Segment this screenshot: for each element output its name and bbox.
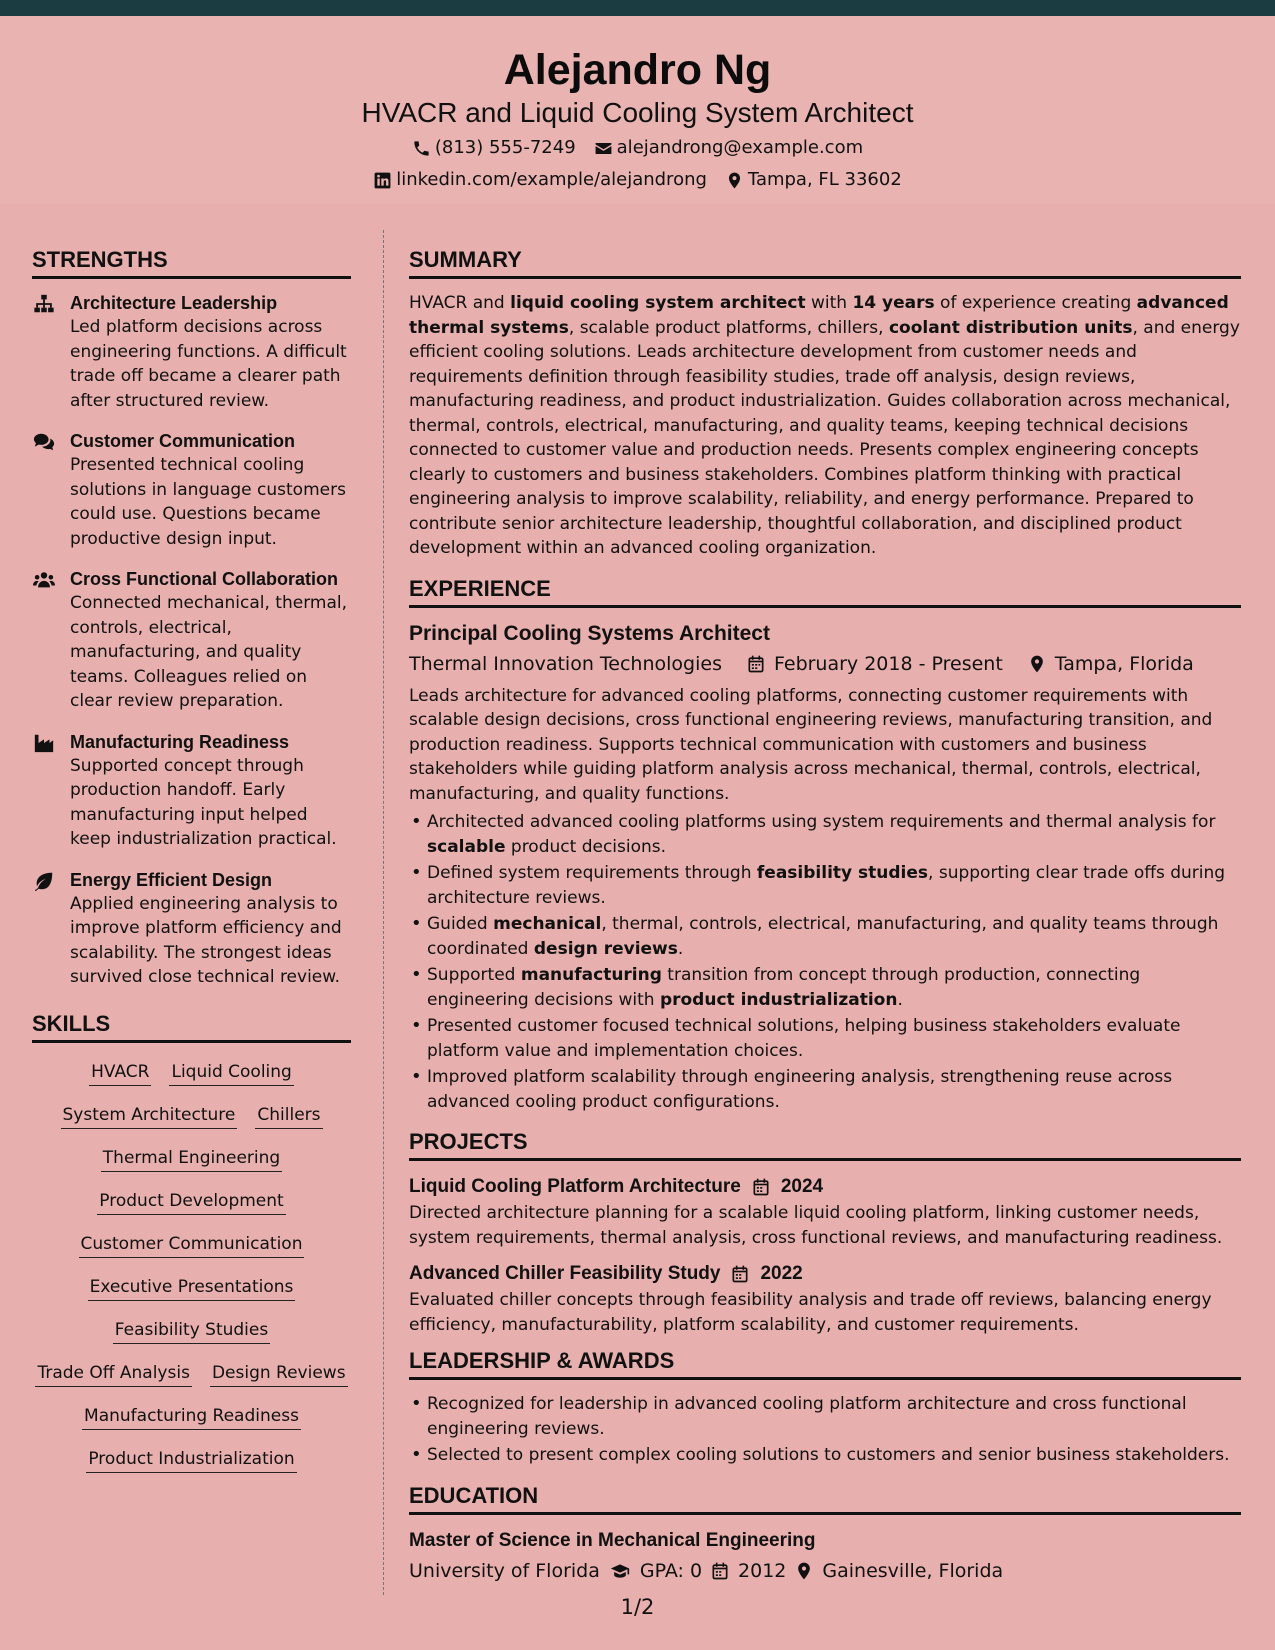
- project-item: [409, 1260, 1241, 1337]
- leadership-list: [409, 1392, 1241, 1468]
- skill-tag: Liquid Cooling: [169, 1061, 293, 1086]
- project-desc: Evaluated chiller concepts through feasibility analysis and trade off reviews, balancing energy efficiency, manufacturability, platform scalability, and customer requirements.: [409, 1290, 1212, 1335]
- project-year: 2022: [760, 1263, 803, 1284]
- resume-header: [0, 16, 1275, 204]
- linkedin-icon: [373, 171, 392, 190]
- skill-tag: Thermal Engineering: [101, 1147, 282, 1172]
- strength-title: Energy Efficient Design: [70, 869, 273, 890]
- strength-desc: Applied engineering analysis to improve platform efficiency and scalability. The strongest ideas survived close technical review.: [70, 893, 342, 987]
- linkedin-contact[interactable]: [373, 168, 707, 192]
- leadership-item: • Selected to present complex cooling solutions to customers and senior business stakeholders.: [409, 1443, 1241, 1468]
- graduation-cap-icon: [608, 1561, 632, 1581]
- strength-title: Manufacturing Readiness: [70, 731, 290, 752]
- job-location: Tampa, Florida: [1054, 652, 1194, 675]
- skill-row: [32, 1104, 351, 1129]
- strength-title: Cross Functional Collaboration: [70, 569, 339, 589]
- envelope-icon: [594, 139, 613, 158]
- project-title: Advanced Chiller Feasibility Study: [409, 1263, 721, 1284]
- skill-tag: Product Development: [97, 1190, 285, 1215]
- strength-desc: Connected mechanical, thermal, controls, electrical, manufacturing, and quality teams. Colleagues relied on clear review preparation.: [70, 593, 347, 711]
- right-column: [409, 246, 1241, 1591]
- company-name: Thermal Innovation Technologies: [409, 652, 722, 675]
- left-column: [32, 246, 351, 1491]
- industry-icon: [32, 730, 70, 852]
- experience-bullet: • Guided mechanical, thermal, controls, electrical, manufacturing, and quality teams through coordinated design reviews.: [409, 912, 1241, 961]
- top-accent-bar: [0, 0, 1275, 16]
- project-item: [409, 1173, 1241, 1250]
- candidate-title: HVACR and Liquid Cooling System Architect: [361, 97, 914, 128]
- phone-contact[interactable]: [412, 136, 576, 160]
- page-number: 1/2: [620, 1595, 655, 1619]
- skill-tag: Design Reviews: [210, 1362, 348, 1387]
- skills-list: [32, 1061, 351, 1473]
- skill-tag: HVACR: [89, 1061, 151, 1086]
- skill-row: [32, 1190, 351, 1215]
- projects-heading: PROJECTS: [409, 1128, 1241, 1161]
- skill-tag: Feasibility Studies: [113, 1319, 270, 1344]
- map-marker-icon: [725, 171, 744, 190]
- skill-row: [32, 1405, 351, 1430]
- strengths-list: [32, 291, 351, 990]
- map-marker-icon: [794, 1561, 814, 1581]
- education-heading: EDUCATION: [409, 1482, 1241, 1515]
- sitemap-icon: [32, 291, 70, 413]
- phone-icon: [412, 139, 431, 158]
- experience-bullet: • Improved platform scalability through engineering analysis, strengthening reuse across advanced cooling product configurations.: [409, 1065, 1241, 1114]
- contact-row-2: [0, 168, 1275, 192]
- projects-list: [409, 1173, 1241, 1337]
- skill-tag: Product Industrialization: [86, 1448, 296, 1473]
- school-name: University of Florida: [409, 1559, 600, 1582]
- strengths-heading: STRENGTHS: [32, 246, 351, 279]
- project-header: [409, 1173, 1241, 1201]
- location-text: Tampa, FL 33602: [747, 169, 902, 190]
- leadership-heading: LEADERSHIP & AWARDS: [409, 1347, 1241, 1380]
- email-contact[interactable]: [594, 136, 863, 160]
- skill-row: [32, 1362, 351, 1387]
- users-icon: [32, 567, 70, 714]
- skill-tag: Manufacturing Readiness: [82, 1405, 301, 1430]
- skills-heading: SKILLS: [32, 1010, 351, 1043]
- skill-tag: System Architecture: [61, 1104, 238, 1129]
- project-title: Liquid Cooling Platform Architecture: [409, 1176, 741, 1197]
- calendar-icon: [730, 1264, 750, 1284]
- job-dates: February 2018 - Present: [773, 652, 1003, 675]
- skill-row: [32, 1147, 351, 1172]
- map-marker-icon: [1027, 654, 1047, 674]
- candidate-name: Alejandro Ng: [503, 46, 772, 94]
- skill-row: [32, 1061, 351, 1086]
- skill-tag: Executive Presentations: [88, 1276, 296, 1301]
- job-title: Principal Cooling Systems Architect: [409, 621, 770, 645]
- strength-item: [32, 429, 351, 551]
- strength-item: [32, 567, 351, 714]
- calendar-icon: [746, 654, 766, 674]
- experience-bullet: • Defined system requirements through feasibility studies, supporting clear trade offs during architecture reviews.: [409, 861, 1241, 910]
- gpa: GPA: 0: [639, 1559, 703, 1582]
- email-text: alejandrong@example.com: [616, 137, 864, 158]
- summary-text: HVACR and liquid cooling system architect with 14 years of experience creating advanced thermal systems, scalable product platforms, chillers, coolant distribution units, and energy efficient cooling solutions. Leads architecture development from customer needs and requirements definition through feasibility studies, trade off analysis, design reviews, manufacturing readiness, and product industrialization. Guides collaboration across mechanical, thermal, controls, electrical, manufacturing, and quality teams, keeping technical decisions connected to customer value and production needs. Presents complex engineering concepts clearly to customers and business stakeholders. Combines platform thinking with practical engineering analysis to improve scalability, reliability, and energy performance. Prepared to contribute senior architecture leadership, thoughtful collaboration, and disciplined product development within an advanced cooling organization.: [409, 293, 1240, 558]
- skill-row: [32, 1276, 351, 1301]
- skill-tag: Customer Communication: [79, 1233, 305, 1258]
- job-description: Leads architecture for advanced cooling platforms, connecting customer requirements with scalable design decisions, cross functional engineering reviews, manufacturing transition, and production readiness. Supports technical communication with customers and business stakeholders while guiding platform analysis across mechanical, thermal, controls, electrical, manufacturing, and quality functions.: [409, 685, 1213, 804]
- column-divider: [383, 230, 384, 1595]
- strength-title: Architecture Leadership: [70, 293, 278, 313]
- skill-row: [32, 1233, 351, 1258]
- degree: Master of Science in Mechanical Engineering: [409, 1529, 816, 1551]
- linkedin-text: linkedin.com/example/alejandrong: [396, 169, 707, 190]
- skill-row: [32, 1319, 351, 1344]
- phone-text: (813) 555-7249: [434, 137, 576, 158]
- experience-bullets: [409, 810, 1241, 1114]
- experience-bullet: • Architected advanced cooling platforms using system requirements and thermal analysis for scalable product decisions.: [409, 810, 1241, 859]
- project-year: 2024: [780, 1176, 824, 1197]
- skill-row: [32, 1448, 351, 1473]
- strength-desc: Supported concept through production handoff. Early manufacturing input helped keep industrialization practical.: [70, 755, 337, 849]
- school-location: Gainesville, Florida: [822, 1559, 1004, 1582]
- skill-tag: Trade Off Analysis: [35, 1362, 192, 1387]
- leaf-icon: [32, 868, 70, 990]
- skill-tag: Chillers: [255, 1104, 322, 1129]
- strength-item: [32, 291, 351, 413]
- calendar-icon: [751, 1177, 771, 1197]
- summary-heading: SUMMARY: [409, 246, 1241, 279]
- strength-desc: Led platform decisions across engineering functions. A difficult trade off became a clearer path after structured review.: [70, 317, 347, 411]
- comments-icon: [32, 429, 70, 551]
- experience-heading: EXPERIENCE: [409, 575, 1241, 608]
- project-header: [409, 1260, 1241, 1288]
- project-desc: Directed architecture planning for a scalable liquid cooling platform, linking customer needs, system requirements, thermal analysis, cross functional reviews, and manufacturing readiness.: [409, 1203, 1223, 1248]
- education-meta: [409, 1557, 1241, 1585]
- strength-item: [32, 730, 351, 852]
- leadership-item: • Recognized for leadership in advanced cooling platform architecture and cross functional engineering reviews.: [409, 1392, 1241, 1441]
- graduation-year: 2012: [738, 1559, 787, 1582]
- strength-title: Customer Communication: [70, 431, 296, 451]
- experience-bullet: • Presented customer focused technical solutions, helping business stakeholders evaluate platform value and implementation choices.: [409, 1014, 1241, 1063]
- strength-desc: Presented technical cooling solutions in language customers could use. Questions became productive design input.: [70, 455, 346, 549]
- contact-row-1: [0, 136, 1275, 160]
- calendar-icon: [710, 1561, 730, 1581]
- location-contact: [725, 168, 902, 192]
- strength-item: [32, 868, 351, 990]
- experience-bullet: • Supported manufacturing transition from concept through production, connecting engineering decisions with product industrialization.: [409, 963, 1241, 1012]
- job-meta: [409, 650, 1241, 678]
